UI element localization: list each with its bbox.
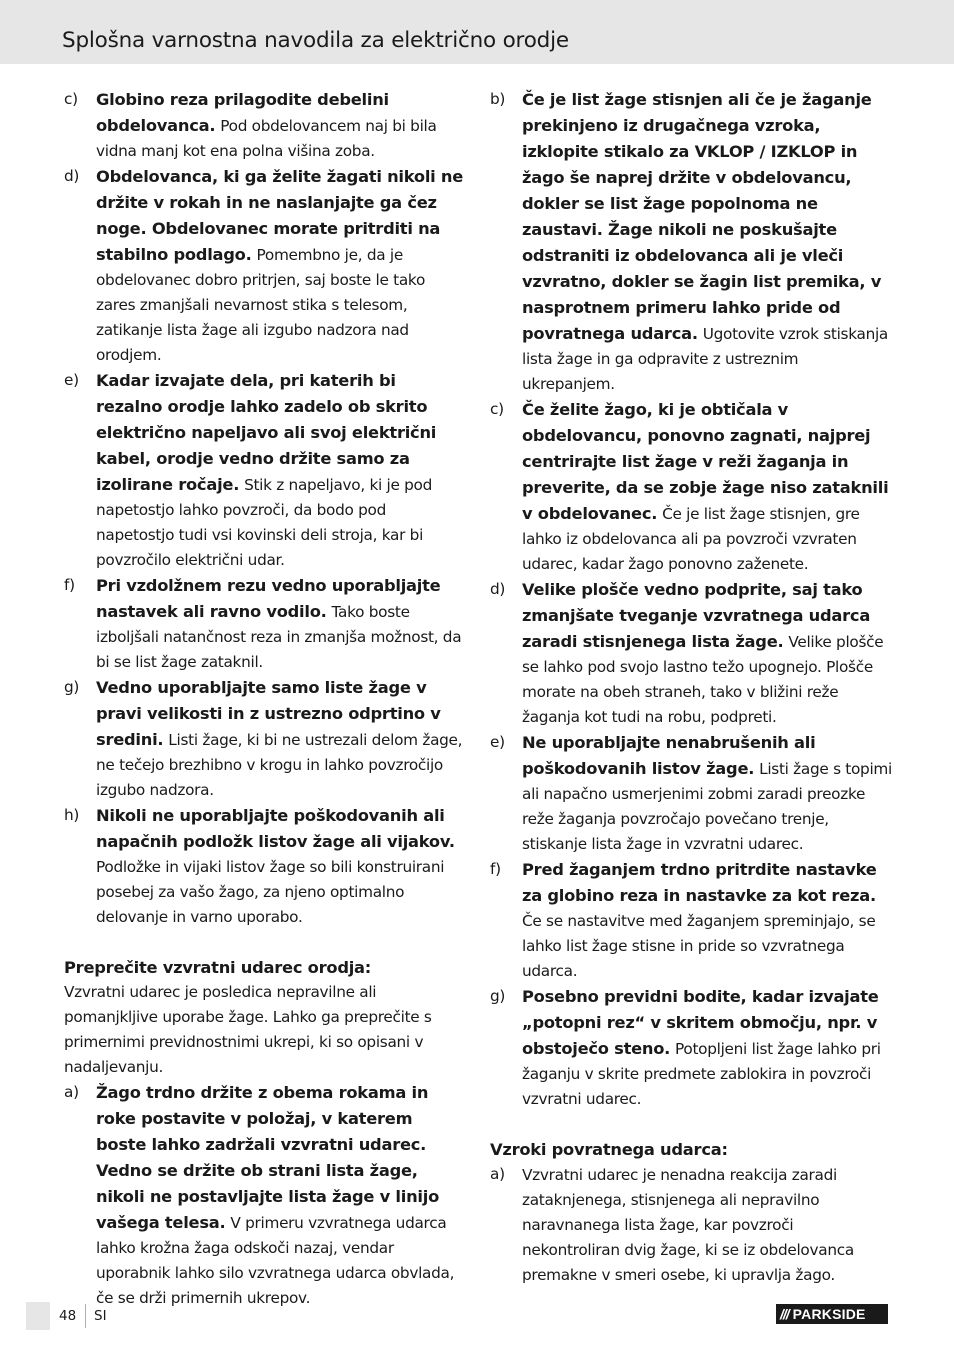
list-item: [64, 803, 464, 930]
list-item: [64, 573, 464, 675]
item-text: Ugotovite vzrok stiskanja lista žage in ga odpravite z ustreznim ukrepanjem.: [522, 325, 888, 393]
item-label: g): [490, 987, 506, 1005]
item-bold-text: Velike plošče vedno podprite, saj tako zmanjšate tveganje vzvratnega udarca zaradi stisnjenega lista žage.: [522, 580, 871, 651]
spacer: [490, 1112, 892, 1137]
list-item: [490, 984, 892, 1112]
logo-wordmark: PARKSIDE: [792, 1306, 866, 1322]
spacer: [64, 930, 464, 955]
right-column: [490, 87, 892, 1288]
list-item: [64, 675, 464, 803]
left-column: [64, 87, 464, 1311]
list-item: [64, 164, 464, 368]
list-item: [490, 87, 892, 397]
item-text: V primeru vzvratnega udarca lahko krožna žaga odskoči nazaj, vendar uporabnik lahko silo vzvratnega udarca obvlada, če se drži primernih ukrepov.: [96, 1214, 455, 1307]
item-text: Podložke in vijaki listov žage so bili konstruirani posebej za vašo žago, za njeno optimalno delovanje in varno uporabo.: [96, 858, 445, 926]
page-header: [0, 0, 954, 64]
item-label: c): [64, 90, 78, 108]
list-item: [490, 577, 892, 730]
item-bold-text: Kadar izvajate dela, pri katerih bi rezalno orodje lahko zadelo ob skrito električno napeljavo ali svoj električni kabel, orodje vedno držite samo za izolirane ročaje.: [96, 371, 437, 494]
item-text: Vzvratni udarec je nenadna reakcija zaradi zataknjenega, stisnjenega ali nepravilno naravnanega lista žage, kar povzroči nekontroliran dvig žage, ki se iz obdelovanca premakne v smeri osebe, ki upravlja žago.: [522, 1166, 854, 1284]
item-label: g): [64, 678, 80, 696]
parkside-logo: [776, 1304, 888, 1324]
item-text: Potopljeni list žage lahko pri žaganju v skrite predmete zablokira in povzroči vzvratni udarec.: [522, 1040, 881, 1108]
page-title: Splošna varnostna navodila za električno orodje: [62, 28, 569, 53]
item-text: Če se nastavitve med žaganjem spreminjajo, se lahko list žage stisne in pride so vzvratnega udarca.: [522, 912, 876, 980]
item-text: Če je list žage stisnjen, gre lahko iz obdelovanca ali pa povzroči vzvraten udarec, kadar žago ponovno zaženete.: [522, 505, 860, 573]
item-text: Pomembno je, da je obdelovanec dobro pritrjen, saj boste le tako zares zmanjšali nevarnost stika s telesom, zatikanje lista žage ali izgubo nadzora nad orodjem.: [96, 246, 426, 364]
section-heading: Preprečite vzvratni udarec orodja:: [64, 958, 372, 977]
language-code: SI: [94, 1308, 107, 1324]
item-label: b): [490, 90, 506, 108]
item-label: f): [64, 576, 75, 594]
section-heading: Vzroki povratnega udarca:: [490, 1140, 728, 1159]
item-text: Listi žage s topimi ali napačno usmerjenimi zobmi zaradi preozke reže žaganja povzročajo povečano trenje, stiskanje lista žage in vzvratni udarec.: [522, 760, 892, 853]
item-bold-text: Če je list žage stisnjen ali če je žaganje prekinjeno iz drugačnega vzroka, izklopite stikalo za VKLOP / IZKLOP in žago še naprej držite v obdelovancu, dokler se list žage popolnoma ne zaustavi. Žage nikoli ne poskušajte odstraniti iz obdelovanca ali je vleči vzvratno, dokler se žagin list premika, v nasprotnem primeru lahko pride od povratnega udarca.: [522, 90, 882, 343]
item-bold-text: Žago trdno držite z obema rokama in roke postavite v položaj, v katerem boste lahko zadržali vzvratni udarec. Vedno se držite ob strani lista žage, nikoli ne postavljajte lista žage v linijo vašega telesa.: [96, 1083, 440, 1232]
item-bold-text: Če želite žago, ki je obtičala v obdelovancu, ponovno zagnati, najprej centrirajte list žage v reži žaganja in preverite, da se zobje žage niso zataknili v obdelovanec.: [522, 400, 889, 523]
item-label: e): [64, 371, 79, 389]
page-number: 48: [59, 1308, 77, 1324]
item-bold-text: Ne uporabljajte nenabrušenih ali poškodovanih listov žage.: [522, 733, 816, 778]
item-bold-text: Vedno uporabljajte samo liste žage v pravi velikosti in z ustrezno odprtino v sredini.: [96, 678, 441, 749]
item-label: f): [490, 860, 501, 878]
item-bold-text: Globino reza prilagodite debelini obdelovanca.: [96, 90, 389, 135]
item-text: Stik z napeljavo, ki je pod napetostjo lahko povzroči, da bodo pod napetostjo tudi vsi kovinski deli stroja, kar bi povzročilo električni udar.: [96, 476, 433, 569]
list-item: [64, 87, 464, 164]
item-label: d): [490, 580, 506, 598]
left-list-top: [64, 87, 464, 930]
list-item: [490, 1162, 892, 1288]
item-text: Velike plošče se lahko pod svojo lastno težo upognejo. Plošče morate na obeh straneh, tako v bližini reže žaganja kot tudi na robu, podpreti.: [522, 633, 884, 726]
logo-stripes-icon: ///: [780, 1306, 789, 1322]
item-text: Pod obdelovancem naj bi bila vidna manj kot ena polna višina zoba.: [96, 117, 437, 160]
list-item: [64, 1080, 464, 1311]
footer-tab: [26, 1302, 50, 1330]
list-item: [490, 730, 892, 857]
item-label: d): [64, 167, 80, 185]
item-label: a): [490, 1165, 505, 1183]
list-item: [490, 857, 892, 984]
item-text: Listi žage, ki bi ne ustrezali delom žage, ne tečejo brezhibno v krogu in lahko povzročijo izgubo nadzora.: [96, 731, 463, 799]
item-text: Tako boste izboljšali natančnost reza in zmanjša možnost, da bi se list žage zataknil.: [96, 603, 462, 671]
footer-divider: [85, 1304, 86, 1328]
item-bold-text: Posebno previdni bodite, kadar izvajate „potopni rez“ v skritem območju, npr. v obstoječo steno.: [522, 987, 879, 1058]
section-paragraph: Vzvratni udarec je posledica nepravilne ali pomanjkljive uporabe žage. Lahko ga preprečite s primernimi previdnostnimi ukrepi, ki so opisani v nadaljevanju.: [64, 983, 432, 1076]
item-label: c): [490, 400, 504, 418]
item-bold-text: Pred žaganjem trdno pritrdite nastavke za globino reza in nastavke za kot reza.: [522, 860, 877, 905]
list-item: [490, 397, 892, 577]
item-label: h): [64, 806, 80, 824]
item-label: e): [490, 733, 505, 751]
item-bold-text: Nikoli ne uporabljajte poškodovanih ali napačnih podložk listov žage ali vijakov.: [96, 806, 455, 851]
item-label: a): [64, 1083, 79, 1101]
item-bold-text: Pri vzdolžnem rezu vedno uporabljajte nastavek ali ravno vodilo.: [96, 576, 441, 621]
list-item: [64, 368, 464, 573]
item-bold-text: Obdelovanca, ki ga želite žagati nikoli ne držite v rokah in ne naslanjajte ga čez noge. Obdelovanec morate pritrditi na stabilno podlago.: [96, 167, 464, 264]
